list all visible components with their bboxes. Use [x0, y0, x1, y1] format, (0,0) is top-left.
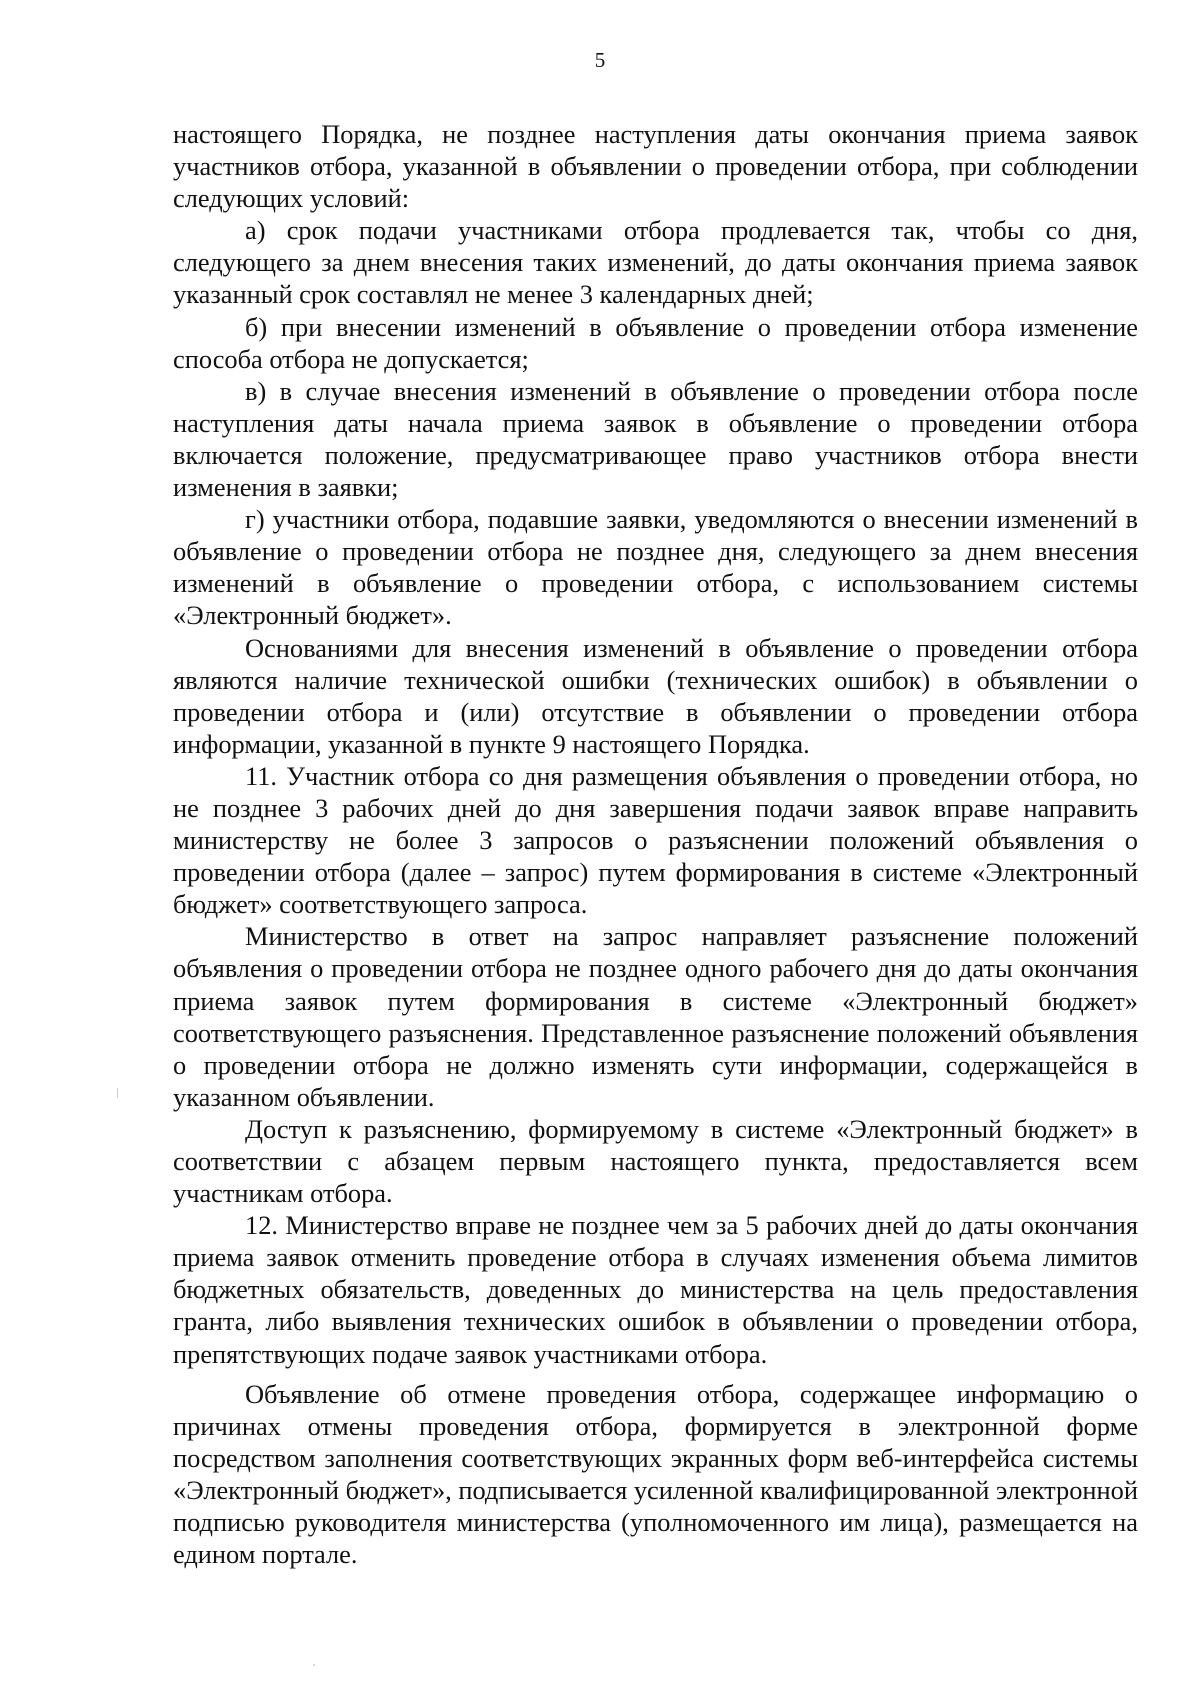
scan-margin-mark — [117, 1088, 118, 1098]
paragraph-item-g: г) участники отбора, подавшие заявки, уведомляются о внесении изменений в объявление о проведении отбора не позднее дня, следующего за днем внесения изменений в объявление о проведении отбора, с использованием системы «Электронный бюджет». — [173, 504, 1138, 631]
scan-speck — [313, 1664, 315, 1666]
paragraph-access: Доступ к разъяснению, формируемому в системе «Электронный бюджет» в соответствии с абзацем первым настоящего пункта, предоставляется всем участникам отбора. — [173, 1113, 1138, 1209]
document-body — [173, 118, 1138, 1570]
paragraph-grounds: Основаниями для внесения изменений в объявление о проведении отбора являются наличие технической ошибки (технических ошибок) в объявлении о проведении отбора и (или) отсутствие в объявлении о проведении отбора информации, указанной в пункте 9 настоящего Порядка. — [173, 632, 1138, 759]
page-number: 5 — [594, 48, 606, 72]
paragraph-ministry-response: Министерство в ответ на запрос направляет разъяснение положений объявления о проведении отбора не позднее одного рабочего дня до даты окончания приема заявок путем формирования в системе «Электронный бюджет» соответствующего разъяснения. Представленное разъяснение положений объявления о проведении отбора не должно изменять сути информации, содержащейся в указанном объявлении. — [173, 921, 1138, 1112]
paragraph-item-a: а) срок подачи участниками отбора продлевается так, чтобы со дня, следующего за днем внесения таких изменений, до даты окончания приема заявок указанный срок составлял не менее 3 календарных дней; — [173, 215, 1138, 310]
paragraph-clause-12: 12. Министерство вправе не позднее чем за 5 рабочих дней до даты окончания приема заявок отменить проведение отбора в случаях изменения объема лимитов бюджетных обязательств, доведенных до министерства на цель предоставления гранта, либо выявления технических ошибок в объявлении о проведении отбора, препятствующих подаче заявок участниками отбора. — [173, 1210, 1138, 1369]
paragraph-item-v: в) в случае внесения изменений в объявление о проведении отбора после наступления даты начала приема заявок в объявление о проведении отбора включается положение, предусматривающее право участников отбора внести изменения в заявки; — [173, 375, 1138, 503]
paragraph-item-b: б) при внесении изменений в объявление о проведении отбора изменение способа отбора не допускается; — [173, 311, 1138, 374]
paragraph-clause-11: 11. Участник отбора со дня размещения объявления о проведении отбора, но не позднее 3 рабочих дней до дня завершения подачи заявок вправе направить министерству не более 3 запросов о разъяснении положений объявления о проведении отбора (далее – запрос) путем формирования в системе «Электронный бюджет» соответствующего запроса. — [173, 760, 1138, 920]
paragraph-continuation: настоящего Порядка, не позднее наступления даты окончания приема заявок участников отбора, указанной в объявлении о проведении отбора, при соблюдении следующих условий: — [173, 119, 1138, 214]
paragraph-cancellation-notice: Объявление об отмене проведения отбора, содержащее информацию о причинах отмены проведения отбора, формируется в электронной форме посредством заполнения соответствующих экранных форм веб-интерфейса системы «Электронный бюджет», подписывается усиленной квалифицированной электронной подписью руководителя министерства (уполномоченного им лица), размещается на едином портале. — [173, 1378, 1138, 1570]
